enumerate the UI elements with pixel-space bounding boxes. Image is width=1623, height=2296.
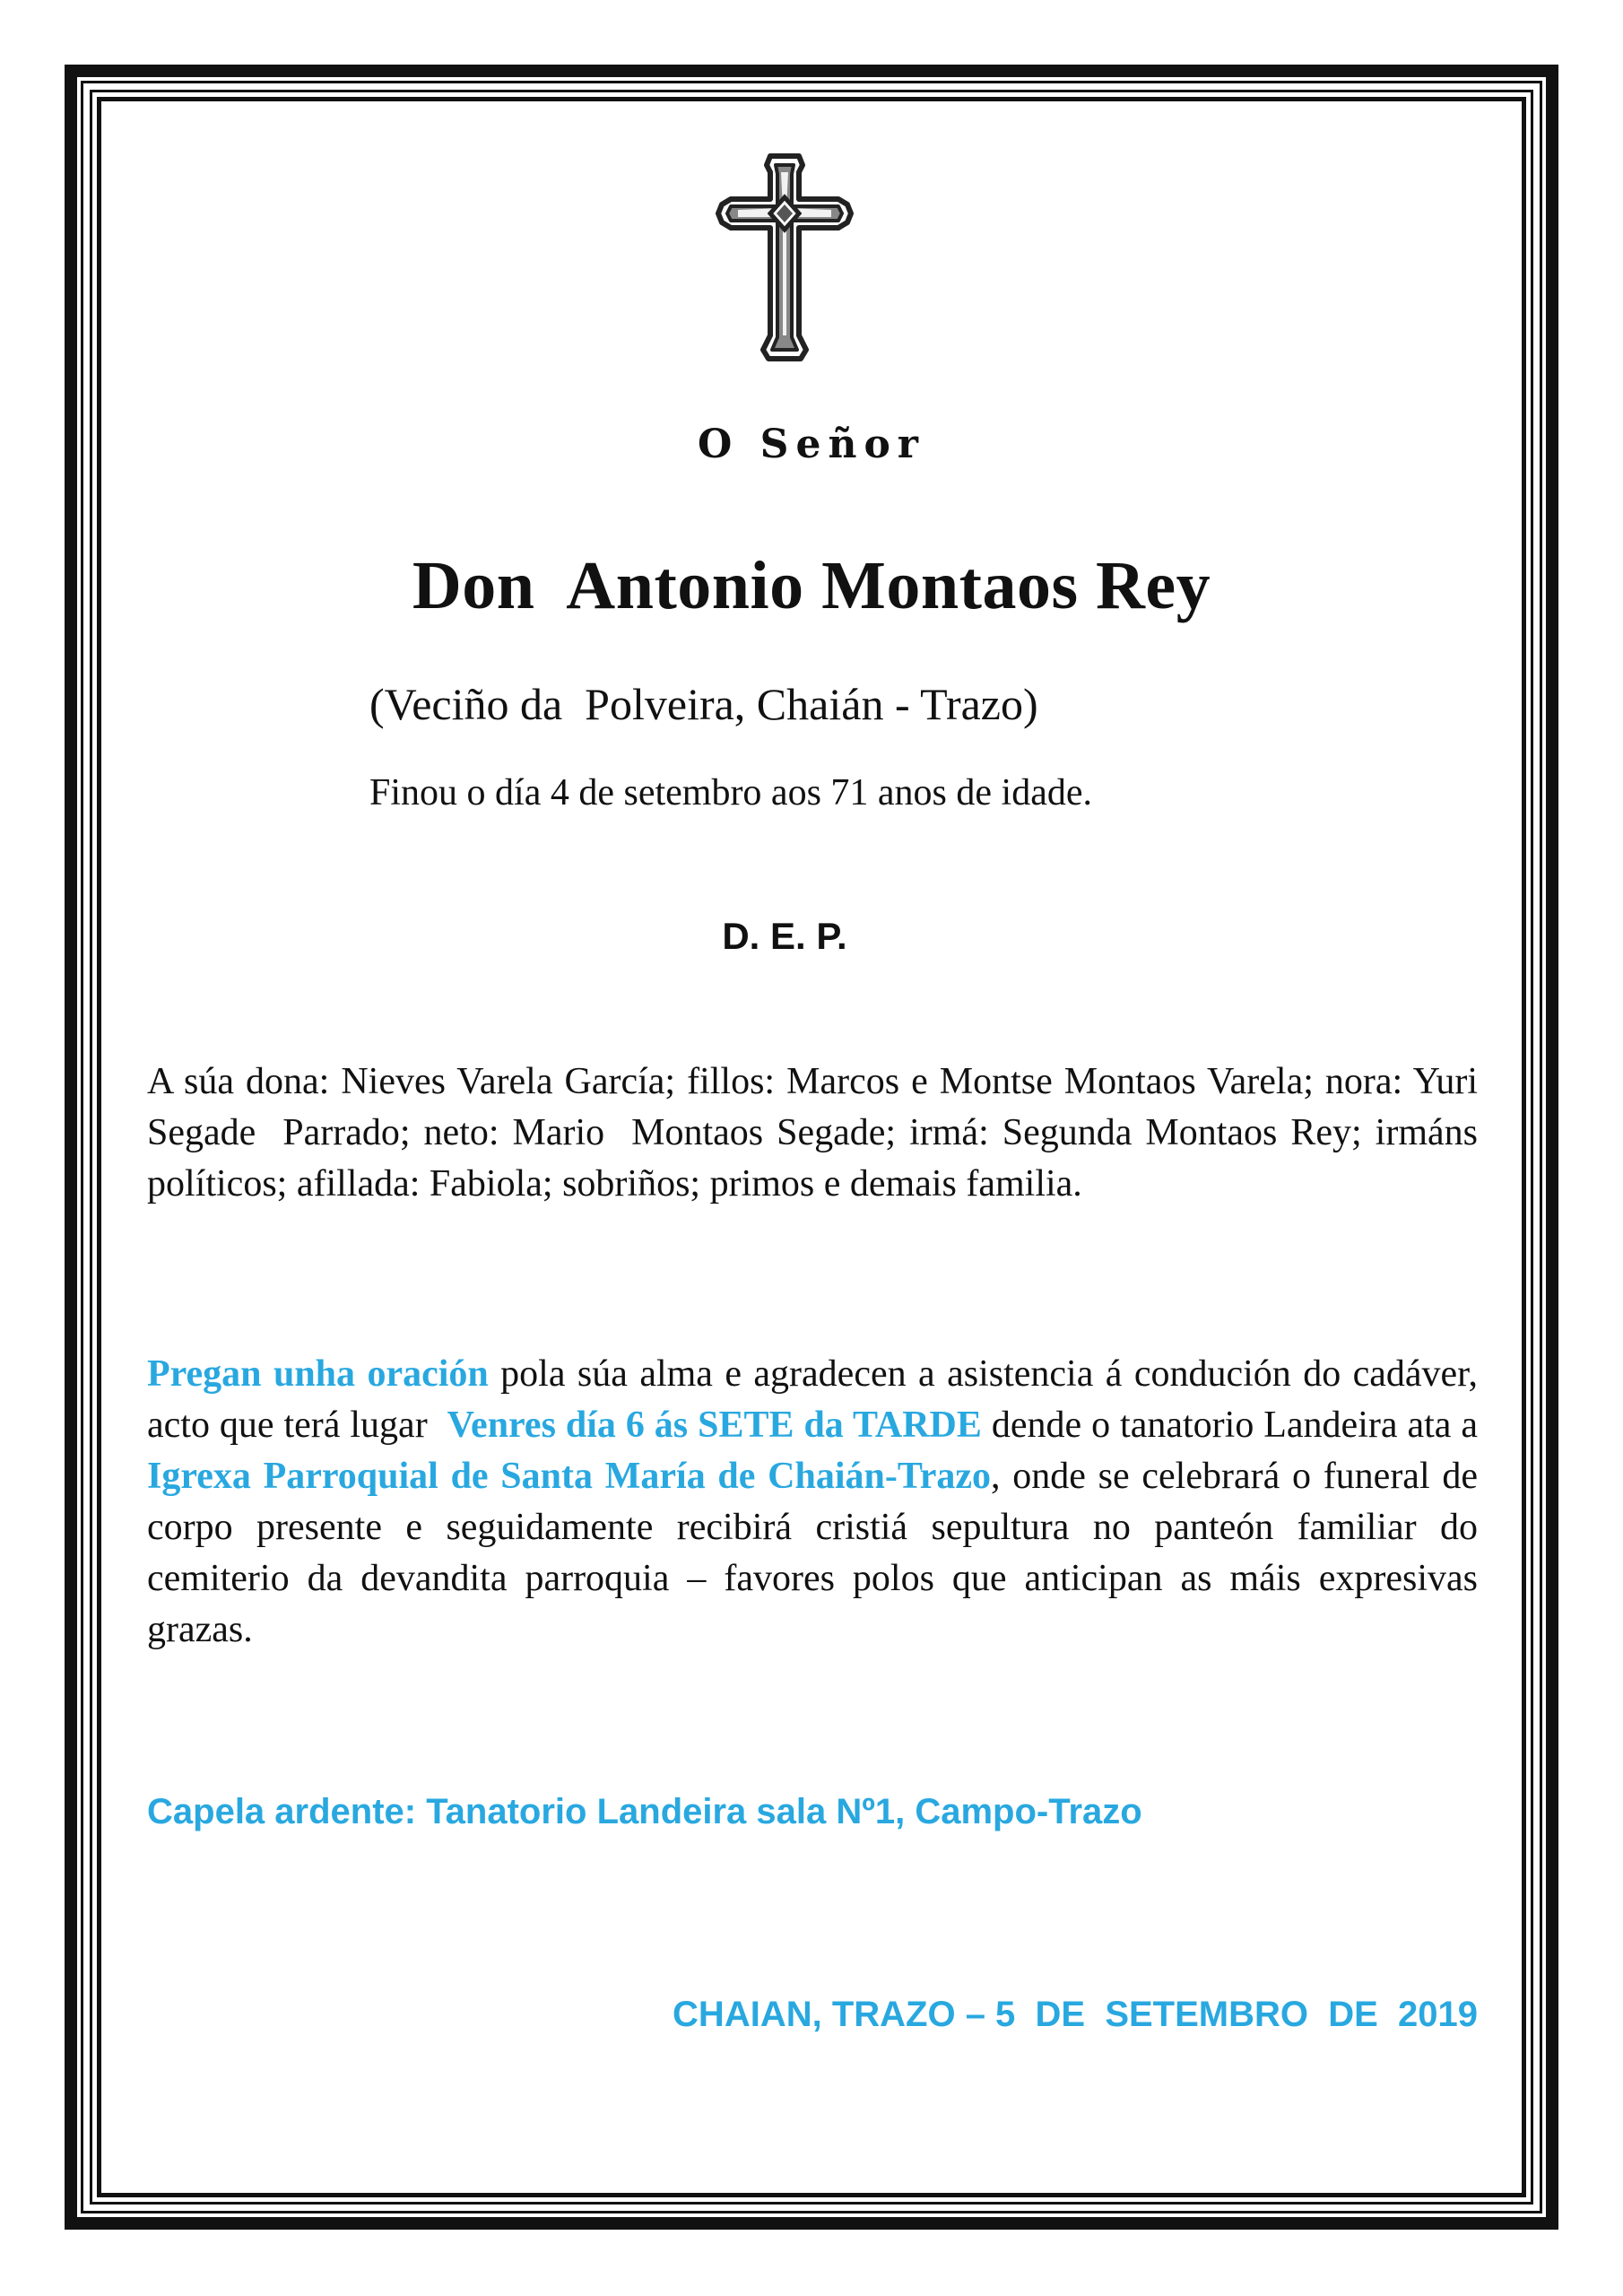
dateline: CHAIAN, TRAZO – 5 DE SETEMBRO DE 2019 (673, 1995, 1478, 2034)
prayer-text-1: pola súa alma e agradecen a asistencia á condución do cadáver, acto que terá lugar (147, 1353, 1488, 1446)
family-paragraph: A súa dona: Nieves Varela García; fillos: Marcos e Montse Montaos Varela; nora: Yuri Segade Parrado; neto: Mario Montaos Segade; irmá: Segunda Montaos Rey; irmáns políticos; afillada: Fabiola; sobriños; primos e demais familia. (147, 1061, 1488, 1205)
title-senor: O Señor (698, 422, 925, 467)
prayer-paragraph (147, 1349, 1488, 1656)
dep-label: D. E. P. (722, 915, 847, 957)
prayer-highlight-3: Igrexa Parroquial de Santa María de Chaián-Trazo (147, 1456, 992, 1497)
prayer-highlight-2: Venres día 6 ás SETE da TARDE (447, 1405, 982, 1446)
prayer-text-3: , onde se celebrará o funeral de corpo presente e seguidamente recibirá cristiá sepultura no panteón familiar do cemiterio da devandita parroquia – favores polos que anticipan as máis expresivas grazas. (147, 1456, 1488, 1650)
deceased-name: Don Antonio Montaos Rey (412, 548, 1211, 623)
capela-ardente: Capela ardente: Tanatorio Landeira sala Nº1, Campo-Trazo (147, 1792, 1142, 1831)
prayer-text-2: dende o tanatorio Landeira ata a (981, 1405, 1488, 1446)
residence-line: (Veciño da Polveira, Chaián - Trazo) (369, 679, 1038, 729)
prayer-highlight-1: Pregan unha oración (147, 1353, 489, 1395)
death-notice: Finou o día 4 de setembro aos 71 anos de idade. (369, 772, 1092, 813)
cross-icon (713, 151, 856, 366)
